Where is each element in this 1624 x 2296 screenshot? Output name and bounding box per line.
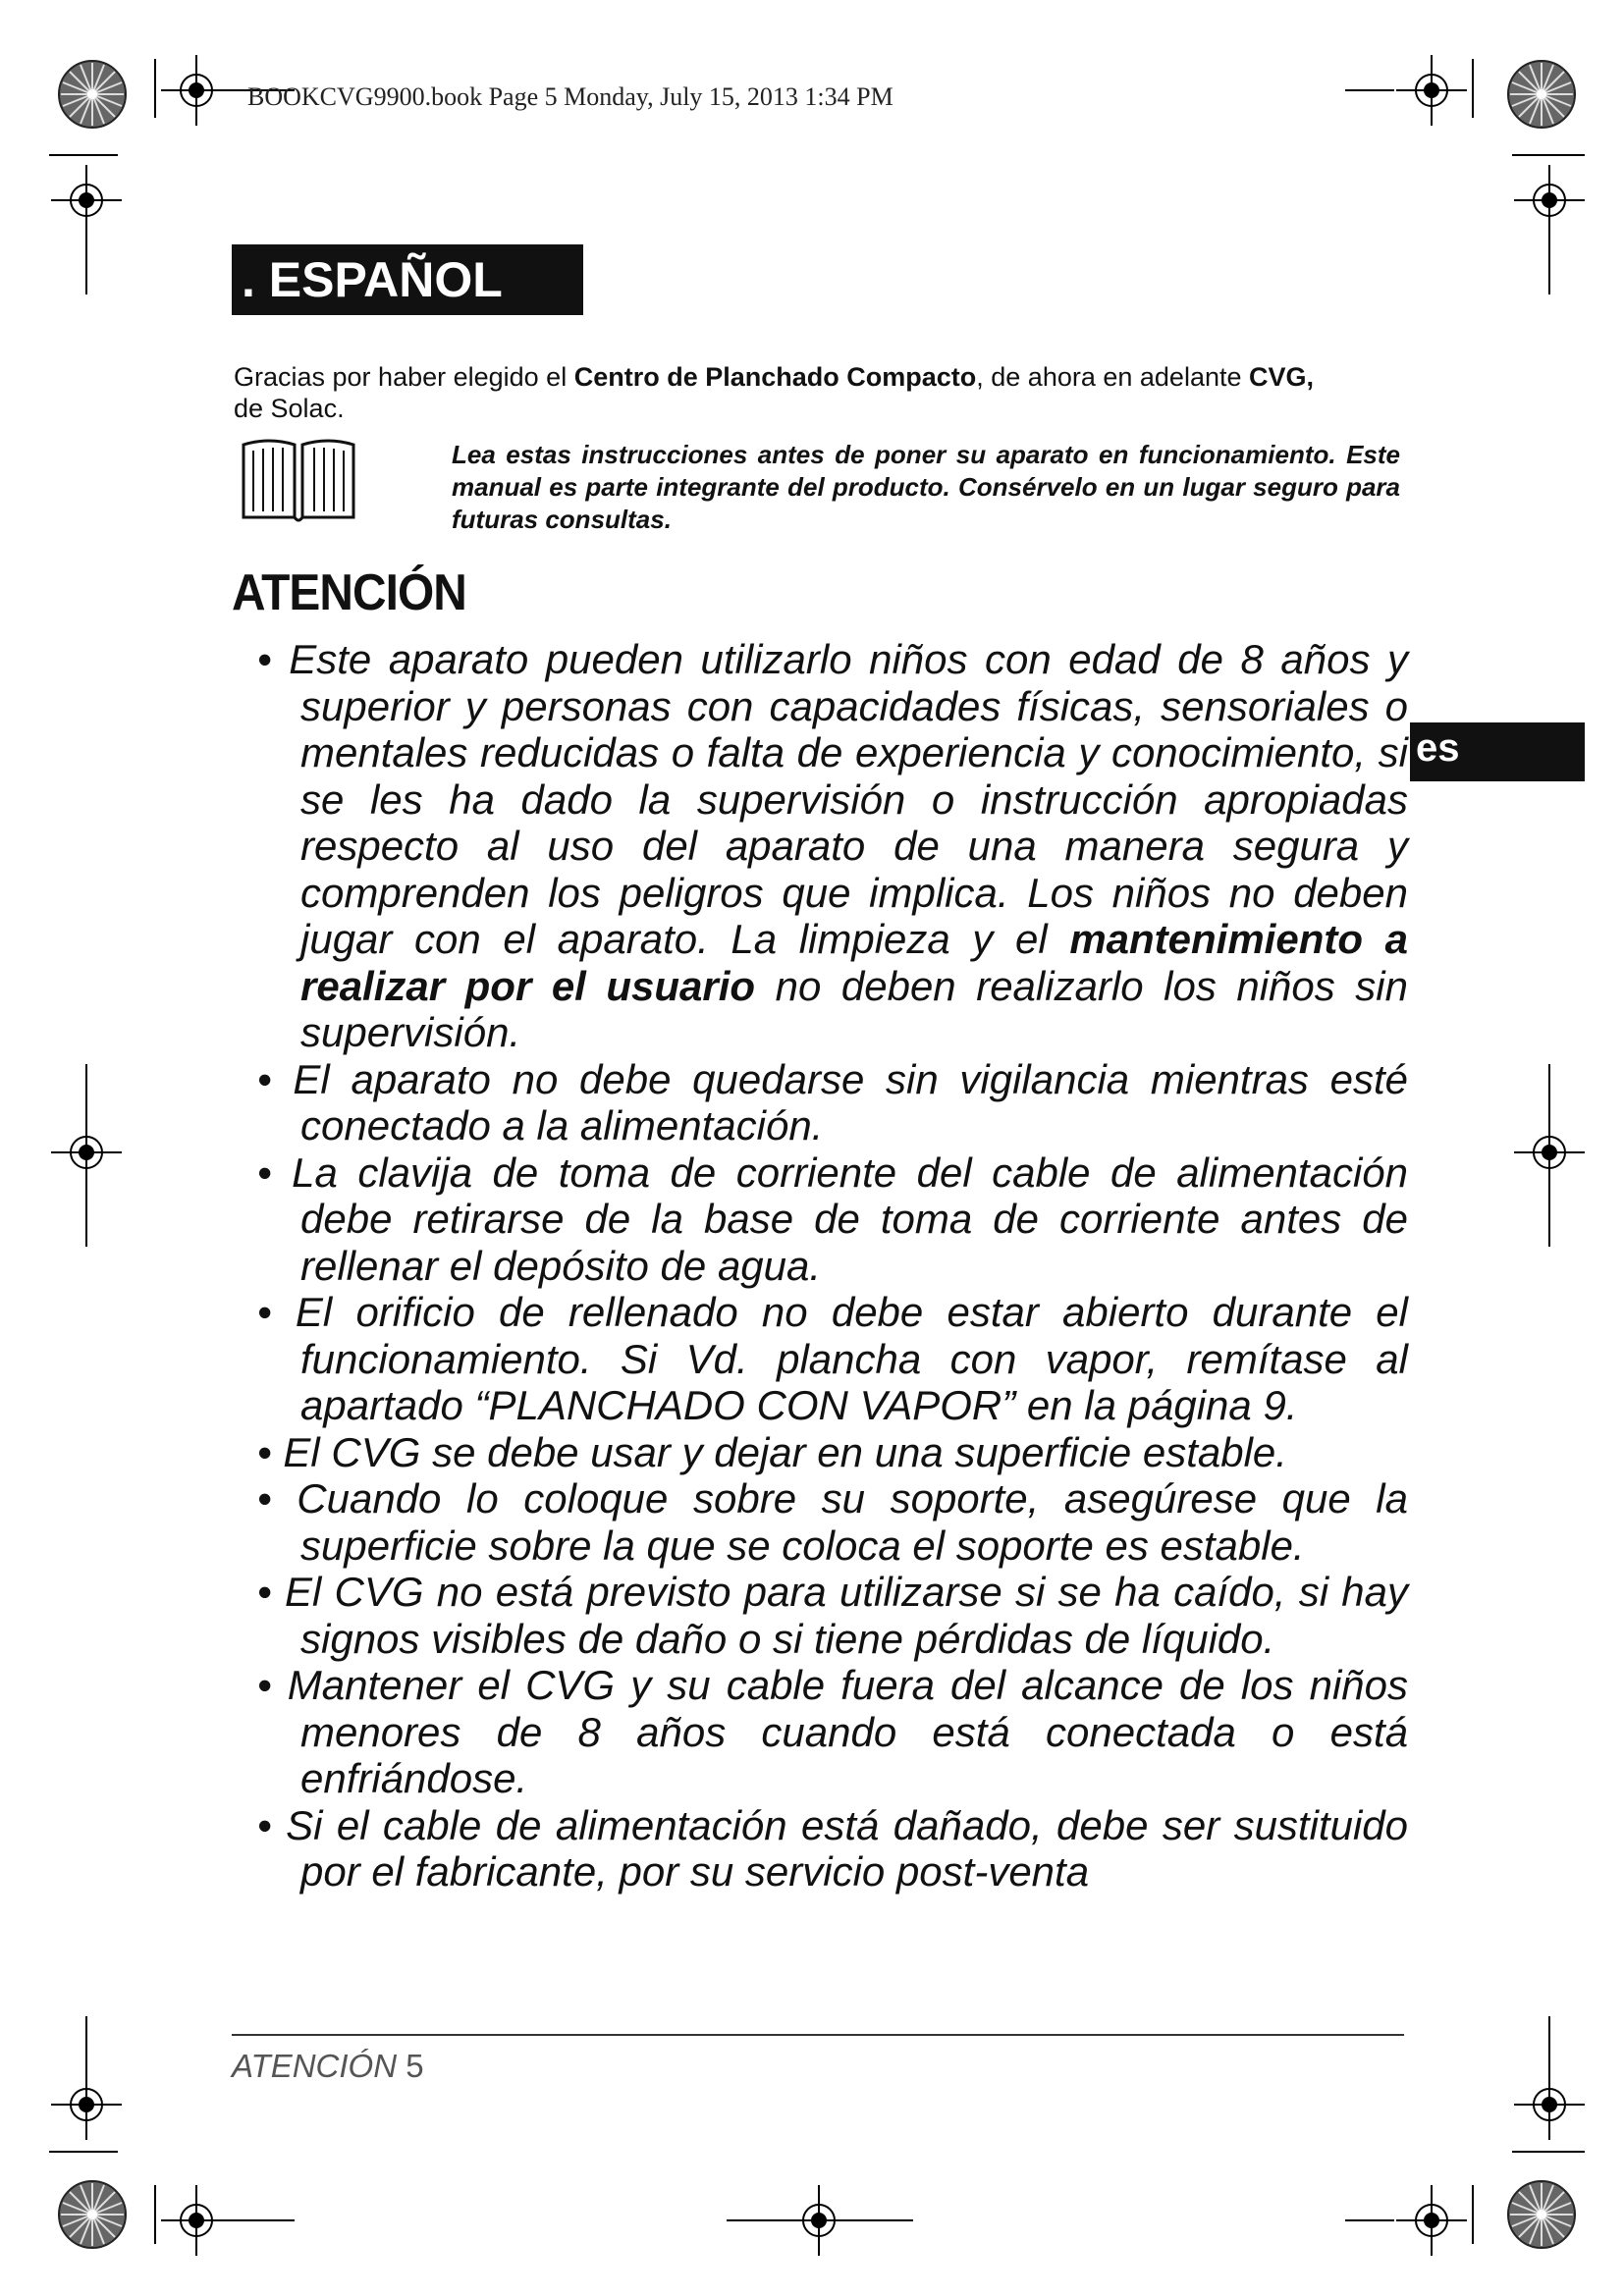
registration-mark-icon (784, 2185, 854, 2256)
language-tab: es (1410, 722, 1585, 781)
intro-part-1: Gracias por haber elegido el (234, 362, 574, 392)
list-item: • El aparato no debe quedarse sin vigilancia mientras esté conectado a la alimentación. (257, 1055, 1409, 1148)
registration-mark-icon (51, 165, 122, 236)
warning-text: Mantener el CVG y su cable fuera del alcance de los niños menores de 8 años cuando está conectada o está enfriándose. (287, 1662, 1408, 1801)
list-item: • Cuando lo coloque sobre su soporte, asegúrese que la superficie sobre la que se coloca el soporte es estable. (257, 1475, 1408, 1569)
warning-text: La clavija de toma de corriente del cable de alimentación debe retirarse de la base de toma de corriente antes de rellenar el depósito de agua. (292, 1148, 1408, 1289)
language-banner: . ESPAÑOL (232, 244, 583, 315)
warning-heading: ATENCIÓN (232, 564, 466, 621)
footer-section: ATENCIÓN (232, 2048, 398, 2084)
registration-mark-icon (51, 2069, 122, 2140)
list-item: • Si el cable de alimentación está dañado, debe ser sustituido por el fabricante, por su servicio post-venta (257, 1801, 1408, 1895)
read-instructions-notice: Lea estas instrucciones antes de poner su aparato en funcionamiento. Este manual es parte integrante del producto. Consérvelo en un lugar seguro para futuras consultas. (452, 440, 1400, 534)
list-item: • La clavija de toma de corriente del cable de alimentación debe retirarse de la base de toma de corriente antes de rellenar el depósito de agua. (257, 1148, 1408, 1289)
warning-emphasis: mantenimiento a realizar por el usuario (300, 916, 1408, 1009)
warning-text: El orificio de rellenado no debe estar abierto durante el funcionamiento. Si Vd. plancha con vapor, remítase al apartado “PLANCHADO CON VAPOR” en la página 9. (295, 1289, 1408, 1428)
registration-mark-icon (1396, 2185, 1467, 2256)
product-abbr: CVG, (1249, 362, 1315, 392)
warning-text: El CVG no está previsto para utilizarse si se ha caído, si hay signos visibles de daño o si tiene pérdidas de líquido. (284, 1569, 1409, 1662)
color-wheel-icon (59, 61, 126, 128)
list-item: • Mantener el CVG y su cable fuera del alcance de los niños menores de 8 años cuando está conectada o está enfriándose. (257, 1662, 1408, 1801)
print-slug: BOOKCVG9900.book Page 5 Monday, July 15, 2013 1:34 PM (247, 82, 893, 111)
warning-text: no deben realizarlo los niños sin supervisión. (300, 962, 1408, 1055)
product-name: Centro de Planchado Compacto (573, 362, 977, 392)
warning-text: Si el cable de alimentación está dañado, debe ser sustituido por el fabricante, por su servicio post-venta (286, 1801, 1408, 1895)
open-book-icon (240, 435, 357, 523)
color-wheel-icon (59, 2181, 126, 2248)
warning-text: El aparato no debe quedarse sin vigilancia mientras esté conectado a la alimentación. (293, 1055, 1409, 1148)
intro-text (234, 361, 1412, 424)
list-item: • El CVG no está previsto para utilizarse si se ha caído, si hay signos visibles de daño o si tiene pérdidas de líquido. (257, 1569, 1409, 1662)
list-item: • El orificio de rellenado no debe estar abierto durante el funcionamiento. Si Vd. plancha con vapor, remítase al apartado “PLANCHADO CON VAPOR” en la página 9. (257, 1289, 1408, 1428)
footer-divider (232, 2034, 1404, 2036)
page-number: 5 (406, 2048, 424, 2084)
intro-part-3: de Solac. (234, 394, 345, 423)
color-wheel-icon (1508, 61, 1575, 128)
page-footer (232, 2048, 424, 2085)
warning-list (249, 636, 1408, 1896)
list-item: • Este aparato pueden utilizarlo niños con edad de 8 años y superior y personas con capacidades físicas, sensoriales o mentales reducidas o falta de experiencia y conocimiento, si se les ha dado la supervisión o instrucción apropiadas respecto al uso del aparato de una manera segura y comprenden los peligros que implica. Los niños no deben jugar con el aparato. La limpieza y el mantenimiento a realizar por el usuario no deben realizarlo los niños sin supervisión. (257, 636, 1409, 1055)
intro-part-2: , de ahora en adelante (976, 362, 1249, 392)
registration-mark-icon (51, 1117, 122, 1188)
registration-mark-icon (1514, 165, 1585, 236)
warning-text: El CVG se debe usar y dejar en una superficie estable. (283, 1428, 1287, 1475)
registration-mark-icon (1514, 1117, 1585, 1188)
registration-mark-icon (161, 55, 232, 126)
registration-mark-icon (1514, 2069, 1585, 2140)
registration-mark-icon (1396, 55, 1467, 126)
warning-text: Cuando lo coloque sobre su soporte, asegúrese que la superficie sobre la que se coloca el soporte es estable. (297, 1475, 1408, 1569)
registration-mark-icon (161, 2185, 232, 2256)
list-item: • El CVG se debe usar y dejar en una superficie estable. (257, 1428, 1287, 1475)
color-wheel-icon (1508, 2181, 1575, 2248)
warning-text: Este aparato pueden utilizarlo niños con edad de 8 años y superior y personas con capacidades físicas, sensoriales o mentales reducidas o falta de experiencia y conocimiento, si se les ha dado la supervisión o instrucción apropiadas respecto al uso del aparato de una manera segura y comprenden los peligros que implica. Los niños no deben jugar con el aparato. La limpieza y el (289, 636, 1409, 962)
